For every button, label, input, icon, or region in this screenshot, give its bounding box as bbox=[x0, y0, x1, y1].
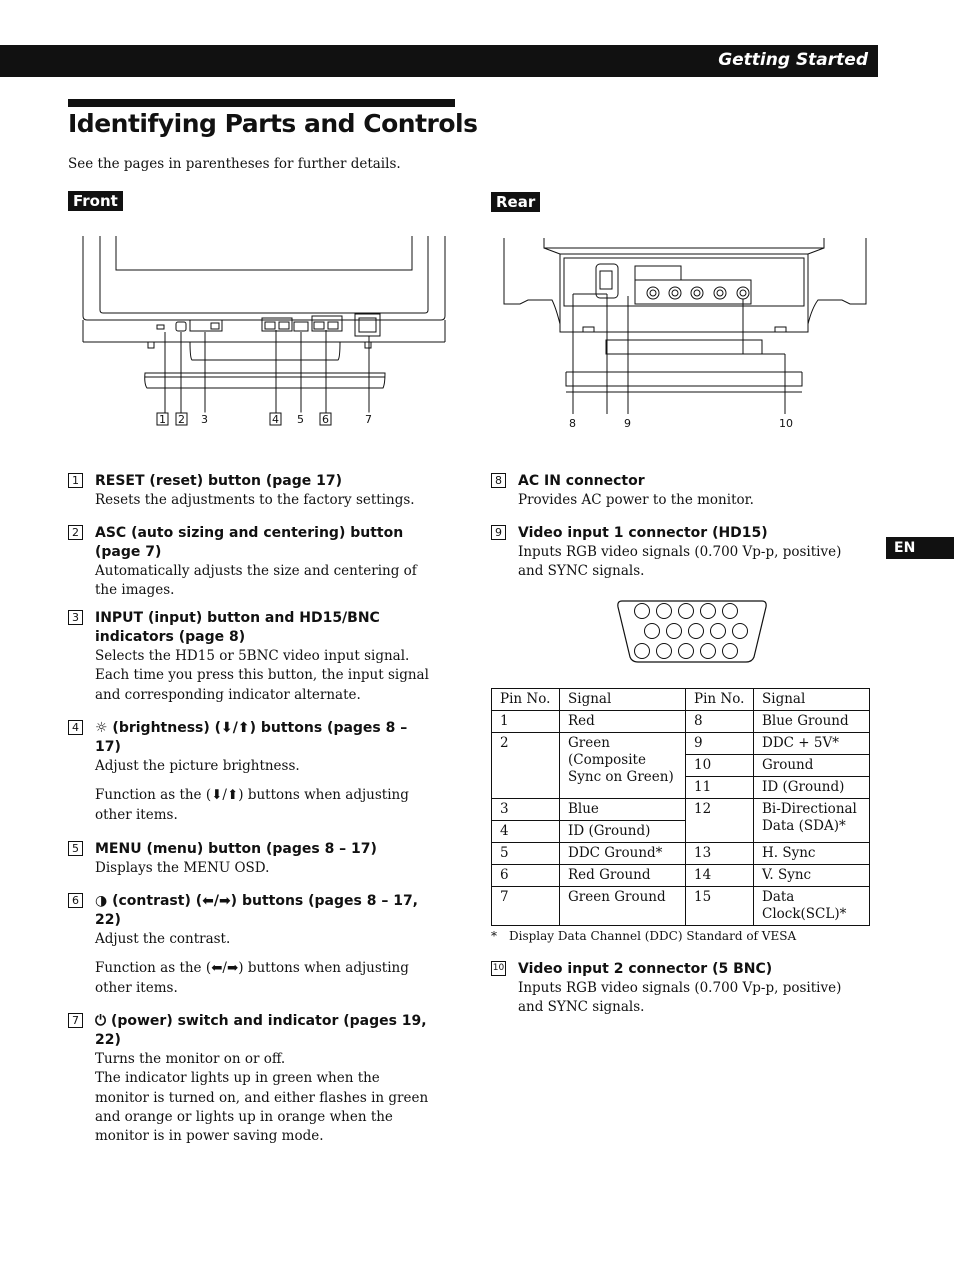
front-monitor-illustration bbox=[80, 234, 450, 434]
title-rule bbox=[68, 99, 455, 107]
item-number: 6 bbox=[68, 893, 83, 908]
table-cell: 6 bbox=[492, 865, 560, 887]
item-text: Selects the HD15 or 5BNC video input signal. Each time you press this button, the input signal and corresponding indicator alternate. bbox=[95, 648, 429, 703]
item-heading: MENU (menu) button (pages 8 – 17) bbox=[95, 841, 377, 857]
front-callout-2: 2 bbox=[178, 413, 185, 426]
table-cell: 3 bbox=[492, 799, 560, 821]
table-cell: ID (Ground) bbox=[754, 777, 870, 799]
table-header: Signal bbox=[754, 689, 870, 711]
intro-text: See the pages in parentheses for further details. bbox=[68, 156, 401, 172]
table-cell: Red Ground bbox=[560, 865, 686, 887]
table-cell: Green Ground bbox=[560, 887, 686, 926]
table-cell: Ground bbox=[754, 755, 870, 777]
list-item bbox=[68, 840, 433, 878]
list-item bbox=[491, 472, 861, 510]
table-cell: ID (Ground) bbox=[560, 821, 686, 843]
item-heading: AC IN connector bbox=[518, 473, 645, 489]
item-number: 8 bbox=[491, 473, 506, 488]
table-row bbox=[492, 865, 870, 887]
item-number: 7 bbox=[68, 1013, 83, 1028]
table-cell: 4 bbox=[492, 821, 560, 843]
item-text: Function as the (⬇/⬆) buttons when adjusting other items. bbox=[95, 787, 409, 823]
list-item bbox=[491, 960, 861, 1018]
table-footnote bbox=[491, 929, 796, 943]
item-text: Function as the (⬅/➡) buttons when adjusting other items. bbox=[95, 960, 409, 996]
item-text: Automatically adjusts the size and centering of the images. bbox=[95, 563, 417, 599]
page-title: Identifying Parts and Controls bbox=[68, 109, 478, 138]
table-cell: H. Sync bbox=[754, 843, 870, 865]
item-heading: Video input 1 connector (HD15) bbox=[518, 525, 768, 541]
table-cell: V. Sync bbox=[754, 865, 870, 887]
table-cell: 8 bbox=[686, 711, 754, 733]
list-item bbox=[491, 524, 861, 582]
table-cell: 7 bbox=[492, 887, 560, 926]
item-heading: ◑ (contrast) (⬅/➡) buttons (pages 8 – 17, 22) bbox=[95, 893, 419, 928]
item-text: The indicator lights up in green when the monitor is turned on, and either flashes in green and orange or lights up in orange when the monitor is in power saving mode. bbox=[95, 1070, 429, 1145]
list-item bbox=[68, 1012, 433, 1146]
item-heading: INPUT (input) button and HD15/BNC indicators (page 8) bbox=[95, 610, 380, 645]
item-heading: ⏻ (power) switch and indicator (pages 19, 22) bbox=[95, 1013, 427, 1048]
table-cell: Blue Ground bbox=[754, 711, 870, 733]
table-cell: Green (Composite Sync on Green) bbox=[560, 733, 686, 799]
language-tab-label: EN bbox=[894, 540, 916, 556]
table-cell: Red bbox=[560, 711, 686, 733]
table-cell: DDC + 5V* bbox=[754, 733, 870, 755]
list-item bbox=[68, 719, 433, 825]
table-row bbox=[492, 887, 870, 926]
table-cell: 13 bbox=[686, 843, 754, 865]
footnote-mark: * bbox=[491, 929, 497, 943]
table-cell: 12 bbox=[686, 799, 754, 843]
item-number: 9 bbox=[491, 525, 506, 540]
item-text: Resets the adjustments to the factory settings. bbox=[95, 492, 415, 508]
item-text: Provides AC power to the monitor. bbox=[518, 492, 754, 508]
rear-monitor-illustration bbox=[500, 236, 870, 432]
table-cell: 11 bbox=[686, 777, 754, 799]
list-item bbox=[68, 524, 433, 601]
table-cell: 2 bbox=[492, 733, 560, 799]
front-callout-5: 5 bbox=[297, 413, 304, 426]
table-row bbox=[492, 733, 870, 755]
table-row bbox=[492, 843, 870, 865]
list-item bbox=[68, 892, 433, 998]
item-text: Displays the MENU OSD. bbox=[95, 860, 270, 876]
table-cell: 5 bbox=[492, 843, 560, 865]
item-heading: ASC (auto sizing and centering) button (page 7) bbox=[95, 525, 404, 560]
front-label: Front bbox=[68, 191, 123, 211]
table-cell: Blue bbox=[560, 799, 686, 821]
front-callout-4: 4 bbox=[272, 413, 279, 426]
table-cell: 9 bbox=[686, 733, 754, 755]
language-tab bbox=[886, 537, 954, 559]
item-text: Inputs RGB video signals (0.700 Vp-p, positive) and SYNC signals. bbox=[518, 544, 842, 580]
front-callout-6: 6 bbox=[322, 413, 329, 426]
item-heading: RESET (reset) button (page 17) bbox=[95, 473, 342, 489]
item-text: Inputs RGB video signals (0.700 Vp-p, positive) and SYNC signals. bbox=[518, 980, 842, 1016]
header-bar bbox=[0, 45, 878, 77]
rear-callout-10: 10 bbox=[779, 417, 793, 430]
item-number: 4 bbox=[68, 720, 83, 735]
item-number: 2 bbox=[68, 525, 83, 540]
table-cell: 14 bbox=[686, 865, 754, 887]
item-number: 10 bbox=[491, 961, 506, 976]
footnote-text: Display Data Channel (DDC) Standard of VESA bbox=[509, 929, 797, 943]
table-row bbox=[492, 711, 870, 733]
list-item bbox=[68, 472, 433, 510]
table-cell: Data Clock(SCL)* bbox=[754, 887, 870, 926]
item-heading: ☼ (brightness) (⬇/⬆) buttons (pages 8 – 17) bbox=[95, 720, 408, 755]
item-text: Adjust the contrast. bbox=[95, 931, 231, 947]
rear-label: Rear bbox=[491, 192, 540, 212]
table-cell: DDC Ground* bbox=[560, 843, 686, 865]
table-row bbox=[492, 799, 870, 821]
table-header-row bbox=[492, 689, 870, 711]
front-callout-1: 1 bbox=[159, 413, 166, 426]
table-header: Pin No. bbox=[492, 689, 560, 711]
table-header: Signal bbox=[560, 689, 686, 711]
item-number: 5 bbox=[68, 841, 83, 856]
table-cell: 15 bbox=[686, 887, 754, 926]
rear-callout-9: 9 bbox=[624, 417, 631, 430]
item-text: Turns the monitor on or off. bbox=[95, 1051, 286, 1067]
front-callout-7: 7 bbox=[365, 413, 372, 426]
pin-table bbox=[491, 688, 870, 926]
section-title: Getting Started bbox=[718, 50, 868, 70]
table-cell: Bi-Directional Data (SDA)* bbox=[754, 799, 870, 843]
front-callout-3: 3 bbox=[201, 413, 208, 426]
hd15-connector-diagram bbox=[616, 599, 768, 665]
table-cell: 1 bbox=[492, 711, 560, 733]
item-heading: Video input 2 connector (5 BNC) bbox=[518, 961, 773, 977]
item-number: 3 bbox=[68, 610, 83, 625]
item-text: Adjust the picture brightness. bbox=[95, 758, 300, 774]
item-number: 1 bbox=[68, 473, 83, 488]
list-item bbox=[68, 609, 433, 705]
table-header: Pin No. bbox=[686, 689, 754, 711]
table-cell: 10 bbox=[686, 755, 754, 777]
rear-callout-8: 8 bbox=[569, 417, 576, 430]
